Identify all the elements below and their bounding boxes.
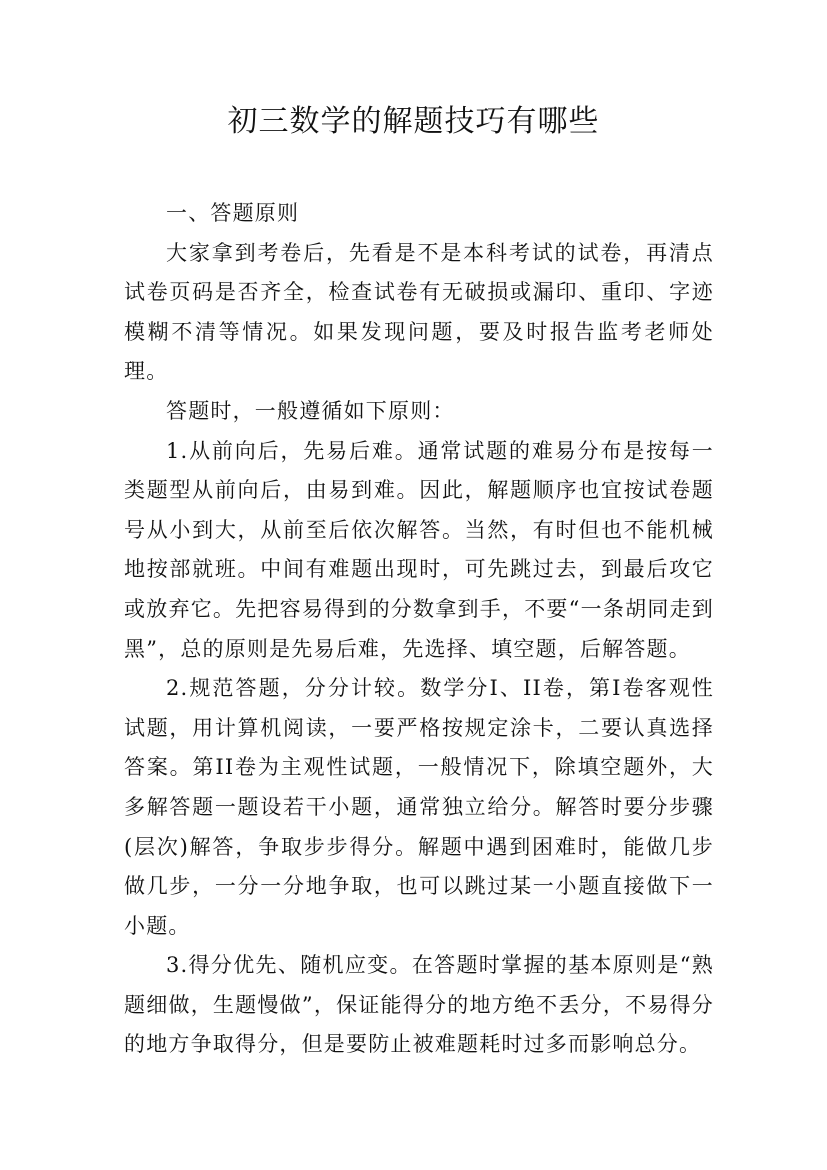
paragraph-item-2: 2.规范答题，分分计较。数学分I、II卷，第I卷客观性试题，用计算机阅读，一要严格按规定涂卡，二要认真选择答案。第II卷为主观性试题，一般情况下，除填空题外，大多解答题一题设若干小题，通常独立给分。解答时要分步骤(层次)解答，争取步步得分。解题中遇到困难时，能做几步做几步，一分一分地争取，也可以跳过某一小题直接做下一小题。 (124, 676, 714, 938)
paragraph-item-1: 1.从前向后，先易后难。通常试题的难易分布是按每一类题型从前向后，由易到难。因此，解题顺序也宜按试卷题号从小到大，从前至后依次解答。当然，有时但也不能机械地按部就班。中间有难题出现时，可先跳过去，到最后攻它或放弃它。先把容易得到的分数拿到手，不要“一条胡同走到黑”，总的原则是先易后难，先选择、填空题，后解答题。 (124, 438, 714, 661)
document-body (124, 194, 714, 1065)
page-title: 初三数学的解题技巧有哪些 (227, 104, 600, 139)
paragraph-answer-principles: 答题时，一般遵循如下原则： (166, 398, 455, 423)
paragraph-intro: 大家拿到考卷后，先看是不是本科考试的试卷，再清点试卷页码是否齐全，检查试卷有无破损或漏印、重印、字迹模糊不清等情况。如果发现问题，要及时报告监考老师处理。 (124, 240, 714, 384)
section-heading: 一、答题原则 (166, 201, 300, 225)
paragraph-item-3: 3.得分优先、随机应变。在答题时掌握的基本原则是“熟题细做，生题慢做”，保证能得分的地方绝不丢分，不易得分的地方争取得分，但是要防止被难题耗时过多而影响总分。 (124, 953, 714, 1057)
